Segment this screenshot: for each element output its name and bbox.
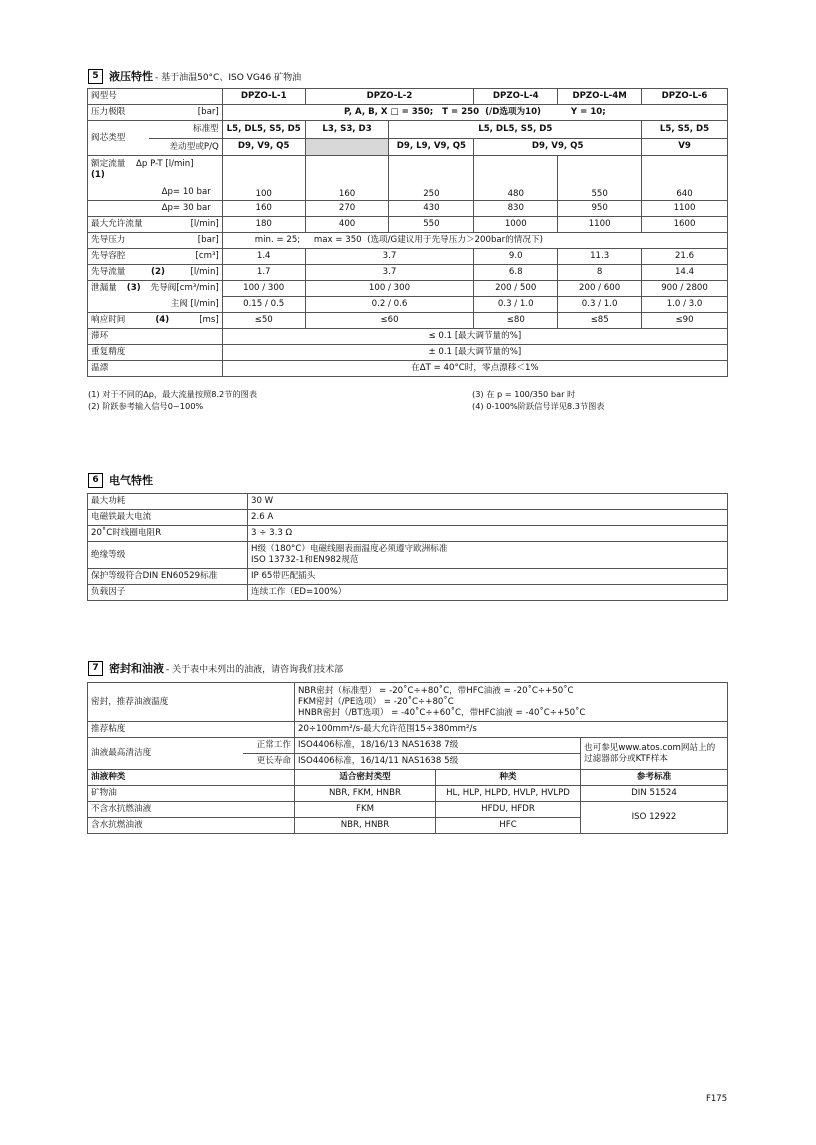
- pilotp-unit: [bar]: [197, 235, 219, 245]
- pilotf-note: (2): [151, 267, 165, 277]
- spool-std-label: 标准型: [149, 121, 222, 139]
- fluid-std-header: 参考标准: [581, 770, 728, 786]
- footnote-4: (4) 0-100%阶跃信号详见8.3节图表: [472, 401, 605, 411]
- page-number: F175: [706, 1094, 728, 1104]
- repeat-label: 重复精度: [88, 345, 223, 361]
- fluid-std: ISO 12922: [581, 802, 728, 834]
- pilot-flow-row: [88, 265, 728, 281]
- hyst-label: 滞环: [88, 329, 223, 345]
- pressure-unit: [bar]: [197, 107, 219, 117]
- fluid-type: 不含水抗燃油液: [88, 802, 295, 818]
- table-row: [88, 802, 728, 818]
- elec-label: 电磁铁最大电流: [88, 510, 248, 526]
- fluid-seals: NBR, HNBR: [295, 818, 436, 834]
- section-number: 5: [88, 69, 103, 84]
- table-row: [88, 510, 728, 526]
- flow-sub-header: Δp P-T [l/min]: [136, 159, 194, 169]
- flow-head-row: [88, 156, 728, 186]
- flow30-1: 160: [222, 201, 305, 217]
- flow10-2: 160: [338, 189, 356, 199]
- pilotf-4: 6.8: [474, 265, 558, 281]
- flow30-4: 830: [474, 201, 558, 217]
- spool-std-1: L5, DL5, S5, D5: [222, 121, 305, 139]
- flow-label: 额定流量: [91, 159, 126, 169]
- clean-long-label: 更长寿命: [243, 754, 295, 770]
- maxflow-label: 最大允许流量: [91, 219, 143, 229]
- pilotv-1: 1.4: [222, 249, 305, 265]
- leak-main-label: 主阀 [l/min]: [170, 298, 219, 309]
- pressure-row: [88, 105, 728, 121]
- elec-value: 连续工作（ED=100%）: [248, 585, 728, 601]
- flow-30-row: [88, 201, 728, 217]
- elec-label: 保护等级符合DIN EN60529标准: [88, 569, 248, 585]
- pilotv-label: 先导容腔: [91, 251, 126, 261]
- fluid-header-row: [88, 770, 728, 786]
- pilotf-1: 1.7: [222, 265, 305, 281]
- clean-ref1: 也可参见www.atos.com网站上的: [584, 742, 716, 753]
- response-row: [88, 313, 728, 329]
- repeatability-row: [88, 345, 728, 361]
- leakp-1: 100 / 300: [222, 281, 305, 297]
- elec-value-2: ISO 13732-1和EN982规范: [251, 555, 359, 565]
- flow10-5: 550: [591, 189, 608, 199]
- elec-label: 最大功耗: [88, 494, 248, 510]
- fluid-seals: FKM: [295, 802, 436, 818]
- spool-std-row: [88, 121, 728, 139]
- col-dpzo-l-4: DPZO-L-4: [474, 89, 558, 105]
- spool-diff-6: V9: [642, 138, 728, 156]
- fluid-class: HL, HLP, HLPD, HVLP, HVLPD: [436, 786, 581, 802]
- resp-unit: [ms]: [199, 315, 219, 325]
- viscosity-row: [88, 722, 728, 738]
- section-subtitle: - 基于油温50°C、ISO VG46 矿物油: [155, 72, 302, 83]
- seal-line: HNBR密封（/BT选项） = -40˚C÷+60˚C，带HFC油液 = -40˚C÷+50˚C: [298, 707, 586, 718]
- hyst-value: ≤ 0.1 [最大调节量的%]: [222, 329, 727, 345]
- elec-label: 20˚C时线圈电阻R: [88, 526, 248, 542]
- leak-pilot-label: 先导阀[cm³/min]: [150, 283, 219, 294]
- temp-value: 在ΔT = 40°C时，零点漂移＜1%: [222, 361, 727, 377]
- table-row: [88, 526, 728, 542]
- fluid-type: 矿物油: [88, 786, 295, 802]
- col-dpzo-l-2: DPZO-L-2: [305, 89, 474, 105]
- pilotv-6: 21.6: [642, 249, 728, 265]
- pilotv-2: 3.7: [305, 249, 474, 265]
- flow10-1: 100: [255, 189, 272, 199]
- hydraulic-table: [87, 88, 728, 377]
- section-6-heading: [88, 472, 153, 488]
- section-number: 7: [88, 661, 103, 676]
- spool-std-6: L5, S5, D5: [642, 121, 728, 139]
- leak-pilot-row: [88, 281, 728, 297]
- pilotf-label: 先导流量: [91, 267, 126, 277]
- maxflow-4: 1000: [474, 217, 558, 233]
- seal-row: [88, 683, 728, 722]
- resp-4: ≤80: [474, 313, 558, 329]
- leakp-6: 900 / 2800: [642, 281, 728, 297]
- leakm-6: 1.0 / 3.0: [642, 297, 728, 313]
- pilotp-value: min. = 25; max = 350 (选项/G建议用于先导压力＞200bar的情况下): [222, 233, 727, 249]
- spool-diff-1: D9, V9, Q5: [222, 138, 305, 156]
- leakp-4m: 200 / 600: [558, 281, 642, 297]
- fluid-type-header: 油液种类: [88, 770, 295, 786]
- elec-value: IP 65带匹配插头: [248, 569, 728, 585]
- flow30-6: 1100: [642, 201, 728, 217]
- hysteresis-row: [88, 329, 728, 345]
- pilotv-4: 9.0: [474, 249, 558, 265]
- pressure-label: 压力极限: [91, 107, 126, 117]
- leak-label: 泄漏量: [91, 283, 117, 294]
- table-row: [88, 494, 728, 510]
- spool-label: 阀芯类型: [91, 132, 126, 143]
- section-5-heading: [88, 68, 301, 84]
- col-dpzo-l-6: DPZO-L-6: [642, 89, 728, 105]
- elec-value: 3 ÷ 3.3 Ω: [248, 526, 728, 542]
- seal-label: 密封，推荐油液温度: [88, 683, 295, 722]
- section-number: 6: [88, 473, 103, 488]
- spool-std-2: L3, S3, D3: [305, 121, 389, 139]
- section-subtitle: - 关于表中未列出的油液，请咨询我们技术部: [166, 664, 344, 675]
- seal-line: NBR密封（标准型） = -20˚C÷+80˚C，带HFC油液 = -20˚C÷+50˚C: [298, 685, 574, 696]
- section-7-heading: [88, 660, 343, 676]
- clean-normal: ISO4406标准，18/16/13 NAS1638 7级: [295, 738, 581, 754]
- footnote-1: (1) 对于不同的Δp，最大流量按照8.2节的图表: [88, 389, 258, 399]
- fluid-class: HFDU, HFDR: [436, 802, 581, 818]
- thermal-drift-row: [88, 361, 728, 377]
- flow-note: (1): [91, 170, 105, 180]
- flow-sub2: Δp= 30 bar: [161, 203, 211, 213]
- flow30-5: 950: [558, 201, 642, 217]
- resp-4m: ≤85: [558, 313, 642, 329]
- leakp-2: 100 / 300: [305, 281, 474, 297]
- visc-label: 推荐粘度: [88, 722, 295, 738]
- elec-value: H级（180°C）电磁线圈表面温度必须遵守欧洲标准: [251, 544, 448, 554]
- clean-normal-label: 正常工作: [243, 738, 295, 754]
- elec-value: 30 W: [248, 494, 728, 510]
- flow10-3: 250: [423, 189, 440, 199]
- leakm-2: 0.2 / 0.6: [305, 297, 474, 313]
- maxflow-3: 550: [389, 217, 474, 233]
- pilot-volume-row: [88, 249, 728, 265]
- resp-label: 响应时间: [91, 315, 126, 325]
- leakp-4: 200 / 500: [474, 281, 558, 297]
- model-label: 阀型号: [88, 89, 223, 105]
- col-dpzo-l-4m: DPZO-L-4M: [558, 89, 642, 105]
- table-row: [88, 585, 728, 601]
- fluid-seals-header: 适合密封类型: [295, 770, 436, 786]
- elec-value: 2.6 A: [248, 510, 728, 526]
- seal-line: FKM密封（/PE选项） = -20˚C÷+80˚C: [298, 696, 454, 707]
- leak-note: (3): [126, 283, 141, 294]
- spool-diff-empty: [305, 138, 389, 156]
- cleanliness-row-1: [88, 738, 728, 754]
- leak-main-row: [88, 297, 728, 313]
- maxflow-unit: [l/min]: [190, 219, 219, 229]
- footnote-3: (3) 在 p = 100/350 bar 时: [472, 389, 576, 399]
- table-row: [88, 542, 728, 569]
- section-title: 液压特性: [109, 70, 153, 83]
- clean-long: ISO4406标准，16/14/11 NAS1638 5级: [295, 754, 581, 770]
- leakm-4: 0.3 / 1.0: [474, 297, 558, 313]
- maxflow-row: [88, 217, 728, 233]
- fluid-class-header: 种类: [436, 770, 581, 786]
- pilot-pressure-row: [88, 233, 728, 249]
- fluid-seals: NBR, FKM, HNBR: [295, 786, 436, 802]
- pilotp-label: 先导压力: [91, 235, 126, 245]
- pilotf-unit: [l/min]: [190, 267, 219, 277]
- fluid-std: DIN 51524: [581, 786, 728, 802]
- maxflow-1: 180: [222, 217, 305, 233]
- temp-label: 温漂: [88, 361, 223, 377]
- resp-2: ≤60: [305, 313, 474, 329]
- pilotf-6: 14.4: [642, 265, 728, 281]
- visc-value: 20÷100mm²/s-最大允许范围15÷380mm²/s: [295, 722, 728, 738]
- fluid-class: HFC: [436, 818, 581, 834]
- resp-6: ≤90: [642, 313, 728, 329]
- clean-ref2: 过滤器部分或KTF样本: [584, 753, 668, 764]
- table-row: [88, 569, 728, 585]
- table-row: [88, 786, 728, 802]
- seals-fluids-table: [87, 682, 728, 834]
- leakm-4m: 0.3 / 1.0: [558, 297, 642, 313]
- clean-label: 油液最高清洁度: [88, 738, 243, 770]
- spool-diff-4: D9, V9, Q5: [474, 138, 642, 156]
- pilotv-4m: 11.3: [558, 249, 642, 265]
- spool-diff-2: D9, L9, V9, Q5: [389, 138, 474, 156]
- leakm-1: 0.15 / 0.5: [222, 297, 305, 313]
- fluid-type: 含水抗燃油液: [88, 818, 295, 834]
- repeat-value: ± 0.1 [最大调节量的%]: [222, 345, 727, 361]
- flow10-4: 480: [507, 189, 524, 199]
- footnote-2: (2) 阶跃参考输入信号0~100%: [88, 401, 204, 411]
- pilotf-2: 3.7: [305, 265, 474, 281]
- spool-diff-label: 差动型或P/Q: [169, 142, 219, 152]
- maxflow-6: 1600: [642, 217, 728, 233]
- elec-label: 负载因子: [88, 585, 248, 601]
- flow-sub1: Δp= 10 bar: [161, 187, 211, 197]
- electrical-table: [87, 493, 728, 601]
- maxflow-5: 1100: [558, 217, 642, 233]
- maxflow-2: 400: [305, 217, 389, 233]
- elec-label: 绝缘等级: [88, 542, 248, 569]
- col-dpzo-l-1: DPZO-L-1: [222, 89, 305, 105]
- pilotv-unit: [cm³]: [195, 251, 219, 261]
- resp-note: (4): [155, 315, 170, 325]
- section-title: 电气特性: [109, 474, 153, 487]
- pressure-value: P, A, B, X □ = 350; T = 250 (/D选项为10) Y = 10;: [222, 105, 727, 121]
- pilotf-4m: 8: [558, 265, 642, 281]
- flow30-2: 270: [305, 201, 389, 217]
- flow30-3: 430: [389, 201, 474, 217]
- section-title: 密封和油液: [109, 662, 164, 675]
- resp-1: ≤50: [222, 313, 305, 329]
- spool-std-3: L5, DL5, S5, D5: [389, 121, 642, 139]
- header-row: [88, 89, 728, 105]
- flow10-6: 640: [676, 189, 693, 199]
